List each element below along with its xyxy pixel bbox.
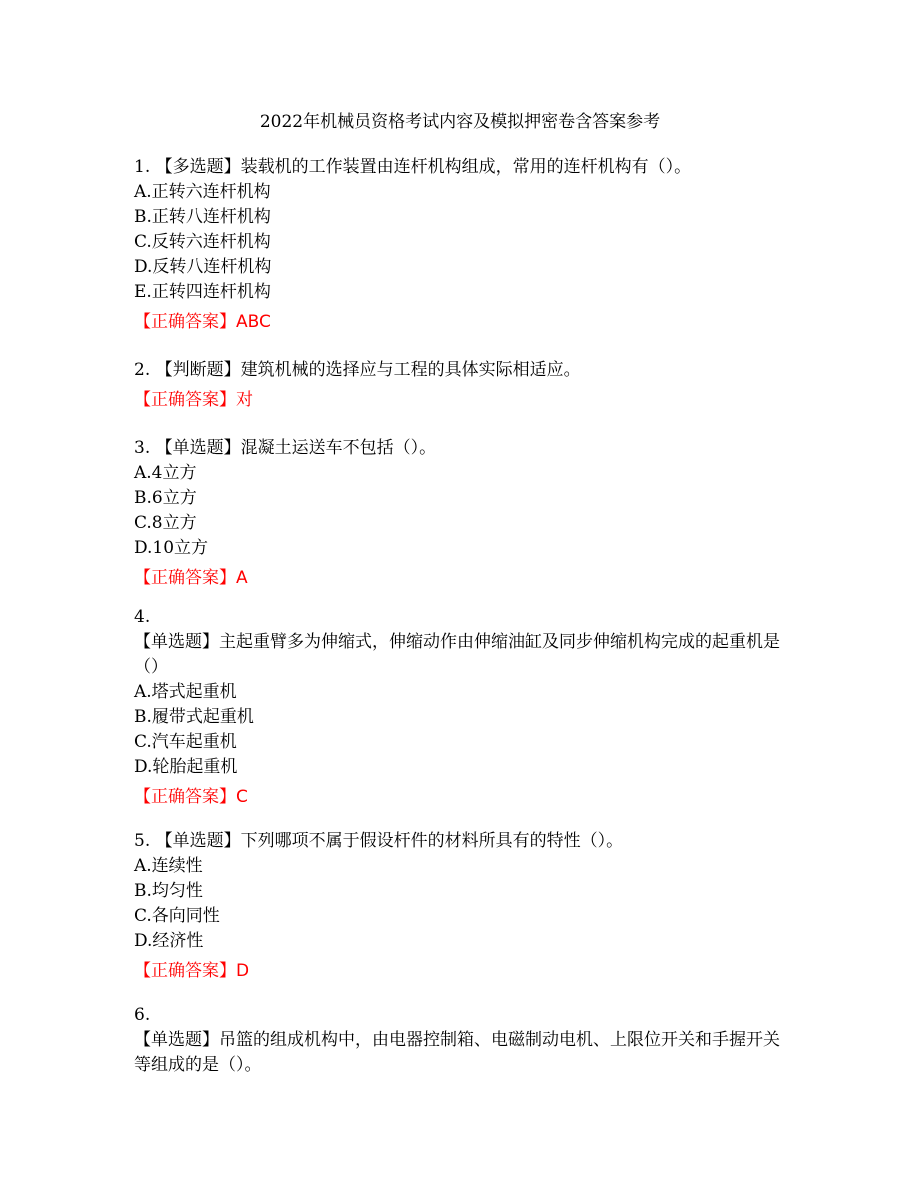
question-stem-line [134,155,794,180]
question-number: 5. [134,831,151,851]
option-d: D.经济性 [134,931,204,951]
correct-answer [134,566,794,591]
question-number: 2. [134,360,151,380]
answer-value: D [236,961,250,981]
question-3 [134,436,794,591]
option-b: B.履带式起重机 [134,707,254,727]
answer-value: 对 [236,390,253,410]
option-b: B.6立方 [134,488,197,508]
option-a: A.连续性 [134,856,203,876]
question-stem-line [134,436,794,461]
question-stem: 下列哪项不属于假设杆件的材料所具有的特性（）。 [240,831,624,851]
option-a: A.4立方 [134,463,197,483]
option-a: A.正转六连杆机构 [134,182,271,202]
question-type: 【多选题】 [155,157,241,177]
question-number: 1. [134,157,151,177]
answer-label: 【正确答案】 [134,787,236,807]
question-stem-line [134,630,794,680]
answer-label: 【正确答案】 [134,312,236,332]
question-stem-line [134,1028,794,1078]
question-stem: 建筑机械的选择应与工程的具体实际相适应。 [240,360,581,380]
question-number: 3. [134,438,151,458]
answer-label: 【正确答案】 [134,961,236,981]
option-b: B.均匀性 [134,881,203,901]
answer-label: 【正确答案】 [134,568,236,588]
question-type: 【单选题】 [155,438,241,458]
question-6 [134,1003,794,1078]
option-d: D.轮胎起重机 [134,757,238,777]
document-title: 2022年机械员资格考试内容及模拟押密卷含答案参考 [259,112,661,132]
question-stem: 混凝土运送车不包括（）。 [240,438,437,458]
answer-label: 【正确答案】 [134,390,236,410]
option-a: A.塔式起重机 [134,682,237,702]
question-type: 【单选题】 [134,632,219,652]
question-type: 【判断题】 [155,360,241,380]
question-number: 6. [134,1005,151,1025]
option-c: C.反转六连杆机构 [134,232,271,252]
question-4 [134,605,794,810]
option-d: D.10立方 [134,538,209,558]
question-type: 【单选题】 [155,831,241,851]
question-stem-line [134,829,794,854]
correct-answer [134,785,794,810]
question-stem-line [134,358,794,383]
question-1 [134,155,794,335]
answer-value: A [236,568,248,588]
question-stem: 吊篮的组成机构中，由电器控制箱、电磁制动电机、上限位开关和手握开关等组成的是（）。 [134,1030,780,1075]
option-c: C.汽车起重机 [134,732,237,752]
question-2 [134,358,794,413]
question-type: 【单选题】 [134,1030,219,1050]
answer-value: ABC [236,312,271,332]
question-number: 4. [134,607,151,627]
option-c: C.各向同性 [134,906,220,926]
option-c: C.8立方 [134,513,197,533]
answer-value: C [236,787,248,807]
question-5 [134,829,794,984]
correct-answer [134,388,794,413]
question-stem: 装载机的工作装置由连杆机构组成，常用的连杆机构有（）。 [240,157,692,177]
correct-answer [134,959,794,984]
question-stem: 主起重臂多为伸缩式，伸缩动作由伸缩油缸及同步伸缩机构完成的起重机是（） [134,632,780,677]
correct-answer [134,310,794,335]
option-e: E.正转四连杆机构 [134,282,271,302]
option-b: B.正转八连杆机构 [134,207,271,227]
option-d: D.反转八连杆机构 [134,257,272,277]
